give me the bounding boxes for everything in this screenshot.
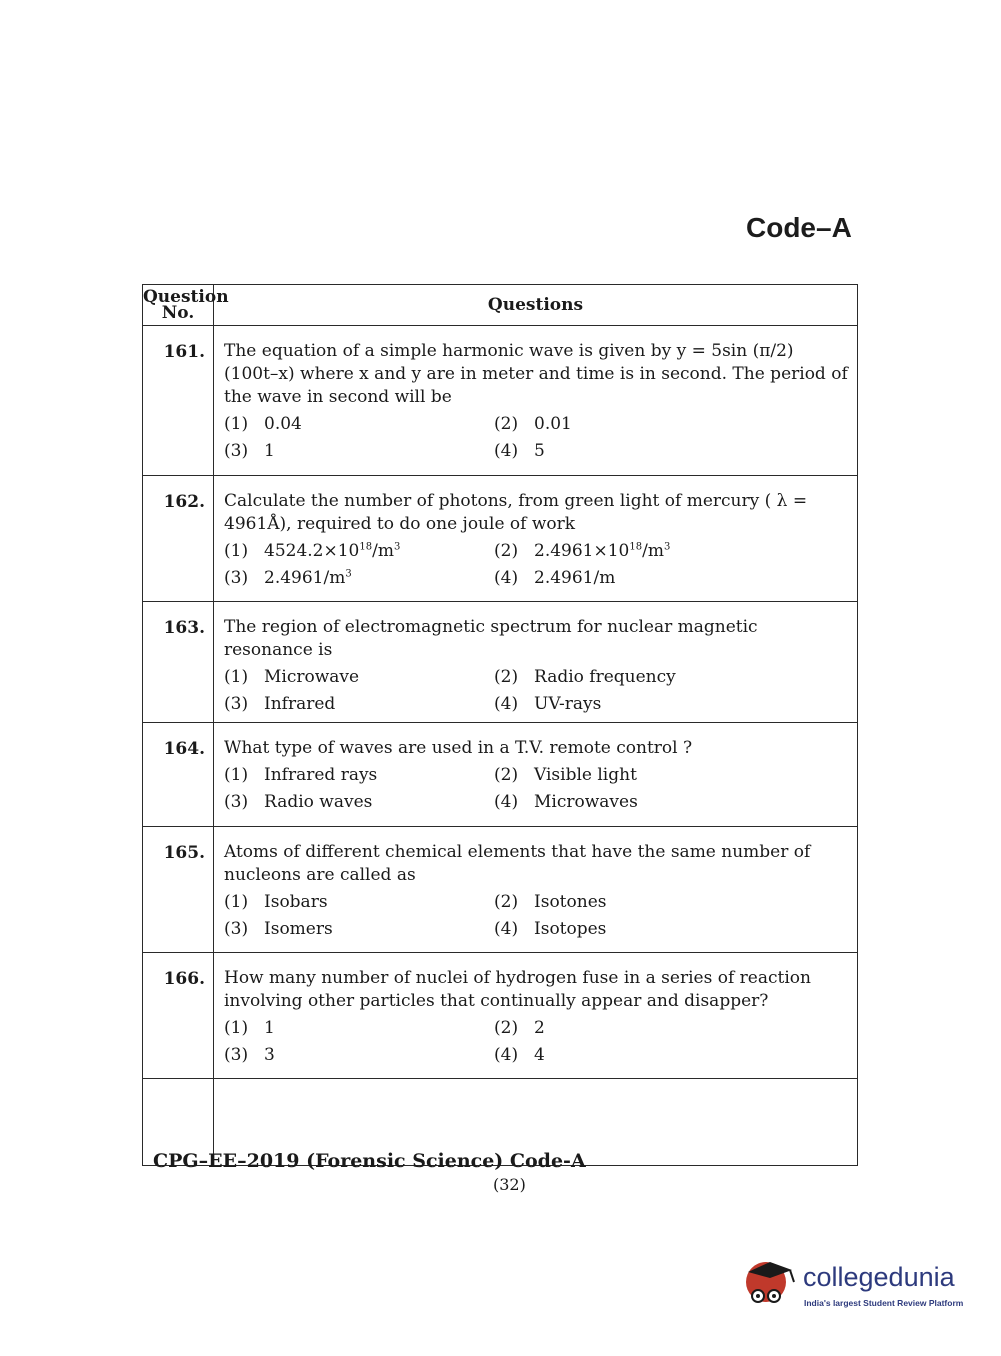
- option-value: Radio waves: [264, 792, 373, 812]
- option-unit: /m: [642, 541, 664, 561]
- answer-option: [224, 791, 494, 814]
- answer-option: [494, 918, 851, 941]
- question-cell: [214, 602, 858, 723]
- option-number: (2): [494, 892, 519, 912]
- question-row: [143, 953, 858, 1079]
- option-unit: /m: [372, 541, 394, 561]
- option-number: (1): [224, 541, 249, 561]
- option-number: (2): [494, 667, 519, 687]
- option-number: (2): [494, 414, 519, 434]
- question-row: [143, 602, 858, 723]
- option-value: Microwaves: [534, 792, 638, 812]
- question-number: 161.: [143, 326, 214, 476]
- option-value: 3: [264, 1045, 275, 1065]
- answer-option: [224, 440, 494, 463]
- answer-option: [494, 540, 851, 563]
- option-number: (1): [224, 667, 249, 687]
- question-text: Calculate the number of photons, from green light of mercury ( λ = 4961Å), required to do one joule of work: [224, 491, 808, 534]
- option-value: 1: [264, 441, 275, 461]
- table-header-row: [143, 285, 858, 326]
- option-number: (3): [224, 441, 249, 461]
- option-number: (4): [494, 694, 519, 714]
- question-text: Atoms of different chemical elements that have the same number of nucleons are called as: [224, 842, 811, 885]
- answer-option: [494, 693, 851, 716]
- option-number: (1): [224, 765, 249, 785]
- question-number: 163.: [143, 602, 214, 723]
- option-number: (3): [224, 1045, 249, 1065]
- answer-option: [494, 891, 851, 914]
- question-number: 162.: [143, 476, 214, 602]
- option-value: Visible light: [534, 765, 637, 785]
- answer-option: [494, 764, 851, 787]
- answer-option: [494, 1017, 851, 1040]
- answer-option: [224, 413, 494, 436]
- footer-exam-title: CPG–EE–2019 (Forensic Science) Code-A: [153, 1150, 586, 1172]
- question-row: [143, 723, 858, 827]
- question-cell: [214, 326, 858, 476]
- options-grid: [224, 413, 851, 463]
- question-cell: [214, 476, 858, 602]
- option-value: 2.4961/m: [264, 568, 346, 588]
- option-number: (4): [494, 441, 519, 461]
- answer-option: [494, 1044, 851, 1067]
- page-number: (32): [493, 1175, 526, 1194]
- logo-wordmark: collegedunia: [803, 1262, 955, 1292]
- option-number: (2): [494, 541, 519, 561]
- option-value: Isomers: [264, 919, 333, 939]
- question-number: 165.: [143, 827, 214, 953]
- option-value: 0.04: [264, 414, 302, 434]
- question-text: The equation of a simple harmonic wave is given by y = 5sin (π/2) (100t–x) where x and y are in meter and time is in second. The period of the wave in second will be: [224, 341, 848, 407]
- answer-option: [494, 791, 851, 814]
- answer-option: [224, 1017, 494, 1040]
- question-number: 166.: [143, 953, 214, 1079]
- option-value: 2.4961×10: [534, 541, 630, 561]
- option-exponent: 3: [345, 568, 352, 580]
- code-label: Code–A: [746, 212, 852, 243]
- option-exponent: 18: [629, 541, 643, 553]
- answer-option: [494, 413, 851, 436]
- option-value: Isotopes: [534, 919, 607, 939]
- answer-option: [224, 891, 494, 914]
- answer-option: [224, 666, 494, 689]
- option-value: Infrared: [264, 694, 336, 714]
- option-number: (2): [494, 1018, 519, 1038]
- answer-option: [224, 540, 494, 563]
- option-number: (2): [494, 765, 519, 785]
- answer-option: [494, 567, 851, 590]
- option-value: Infrared rays: [264, 765, 378, 785]
- option-value: Radio frequency: [534, 667, 676, 687]
- option-value: UV-rays: [534, 694, 602, 714]
- collegedunia-logo: [740, 1248, 970, 1318]
- question-table: [142, 284, 858, 1166]
- option-value: 4524.2×10: [264, 541, 360, 561]
- answer-option: [494, 440, 851, 463]
- options-grid: [224, 891, 851, 941]
- option-value: Microwave: [264, 667, 360, 687]
- question-text: What type of waves are used in a T.V. remote control ?: [224, 738, 693, 758]
- question-row: [143, 827, 858, 953]
- option-number: (4): [494, 792, 519, 812]
- option-number: (4): [494, 568, 519, 588]
- options-grid: [224, 764, 851, 814]
- mascot-icon: [740, 1248, 800, 1318]
- col-header-questions: Questions: [214, 285, 858, 326]
- option-number: (1): [224, 892, 249, 912]
- option-number: (4): [494, 1045, 519, 1065]
- option-value: 2.4961/m: [534, 568, 616, 588]
- option-value: 5: [534, 441, 545, 461]
- question-cell: [214, 827, 858, 953]
- option-value: 2: [534, 1018, 545, 1038]
- option-value: Isotones: [534, 892, 607, 912]
- option-unit-exponent: 3: [393, 541, 401, 553]
- option-value: 1: [264, 1018, 275, 1038]
- question-row: [143, 476, 858, 602]
- option-value: 0.01: [534, 414, 572, 434]
- answer-option: [224, 918, 494, 941]
- question-cell: [214, 723, 858, 827]
- logo-tagline: India's largest Student Review Platform: [804, 1298, 964, 1308]
- question-row: [143, 326, 858, 476]
- question-text: The region of electromagnetic spectrum for nuclear magnetic resonance is: [224, 617, 758, 660]
- options-grid: [224, 1017, 851, 1067]
- option-unit-exponent: 3: [663, 541, 671, 553]
- option-exponent: 18: [359, 541, 373, 553]
- options-grid: [224, 540, 851, 590]
- answer-option: [224, 764, 494, 787]
- option-value: Isobars: [264, 892, 328, 912]
- col-header-no: Question No.: [143, 285, 214, 326]
- question-text: How many number of nuclei of hydrogen fuse in a series of reaction involving other particles that continually appear and disapper?: [224, 968, 811, 1011]
- options-grid: [224, 666, 851, 716]
- option-number: (3): [224, 694, 249, 714]
- answer-option: [224, 693, 494, 716]
- option-number: (3): [224, 792, 249, 812]
- option-number: (3): [224, 568, 249, 588]
- option-number: (3): [224, 919, 249, 939]
- option-number: (1): [224, 1018, 249, 1038]
- question-cell: [214, 953, 858, 1079]
- option-number: (4): [494, 919, 519, 939]
- option-number: (1): [224, 414, 249, 434]
- option-value: 4: [534, 1045, 545, 1065]
- answer-option: [224, 567, 494, 590]
- question-number: 164.: [143, 723, 214, 827]
- answer-option: [494, 666, 851, 689]
- answer-option: [224, 1044, 494, 1067]
